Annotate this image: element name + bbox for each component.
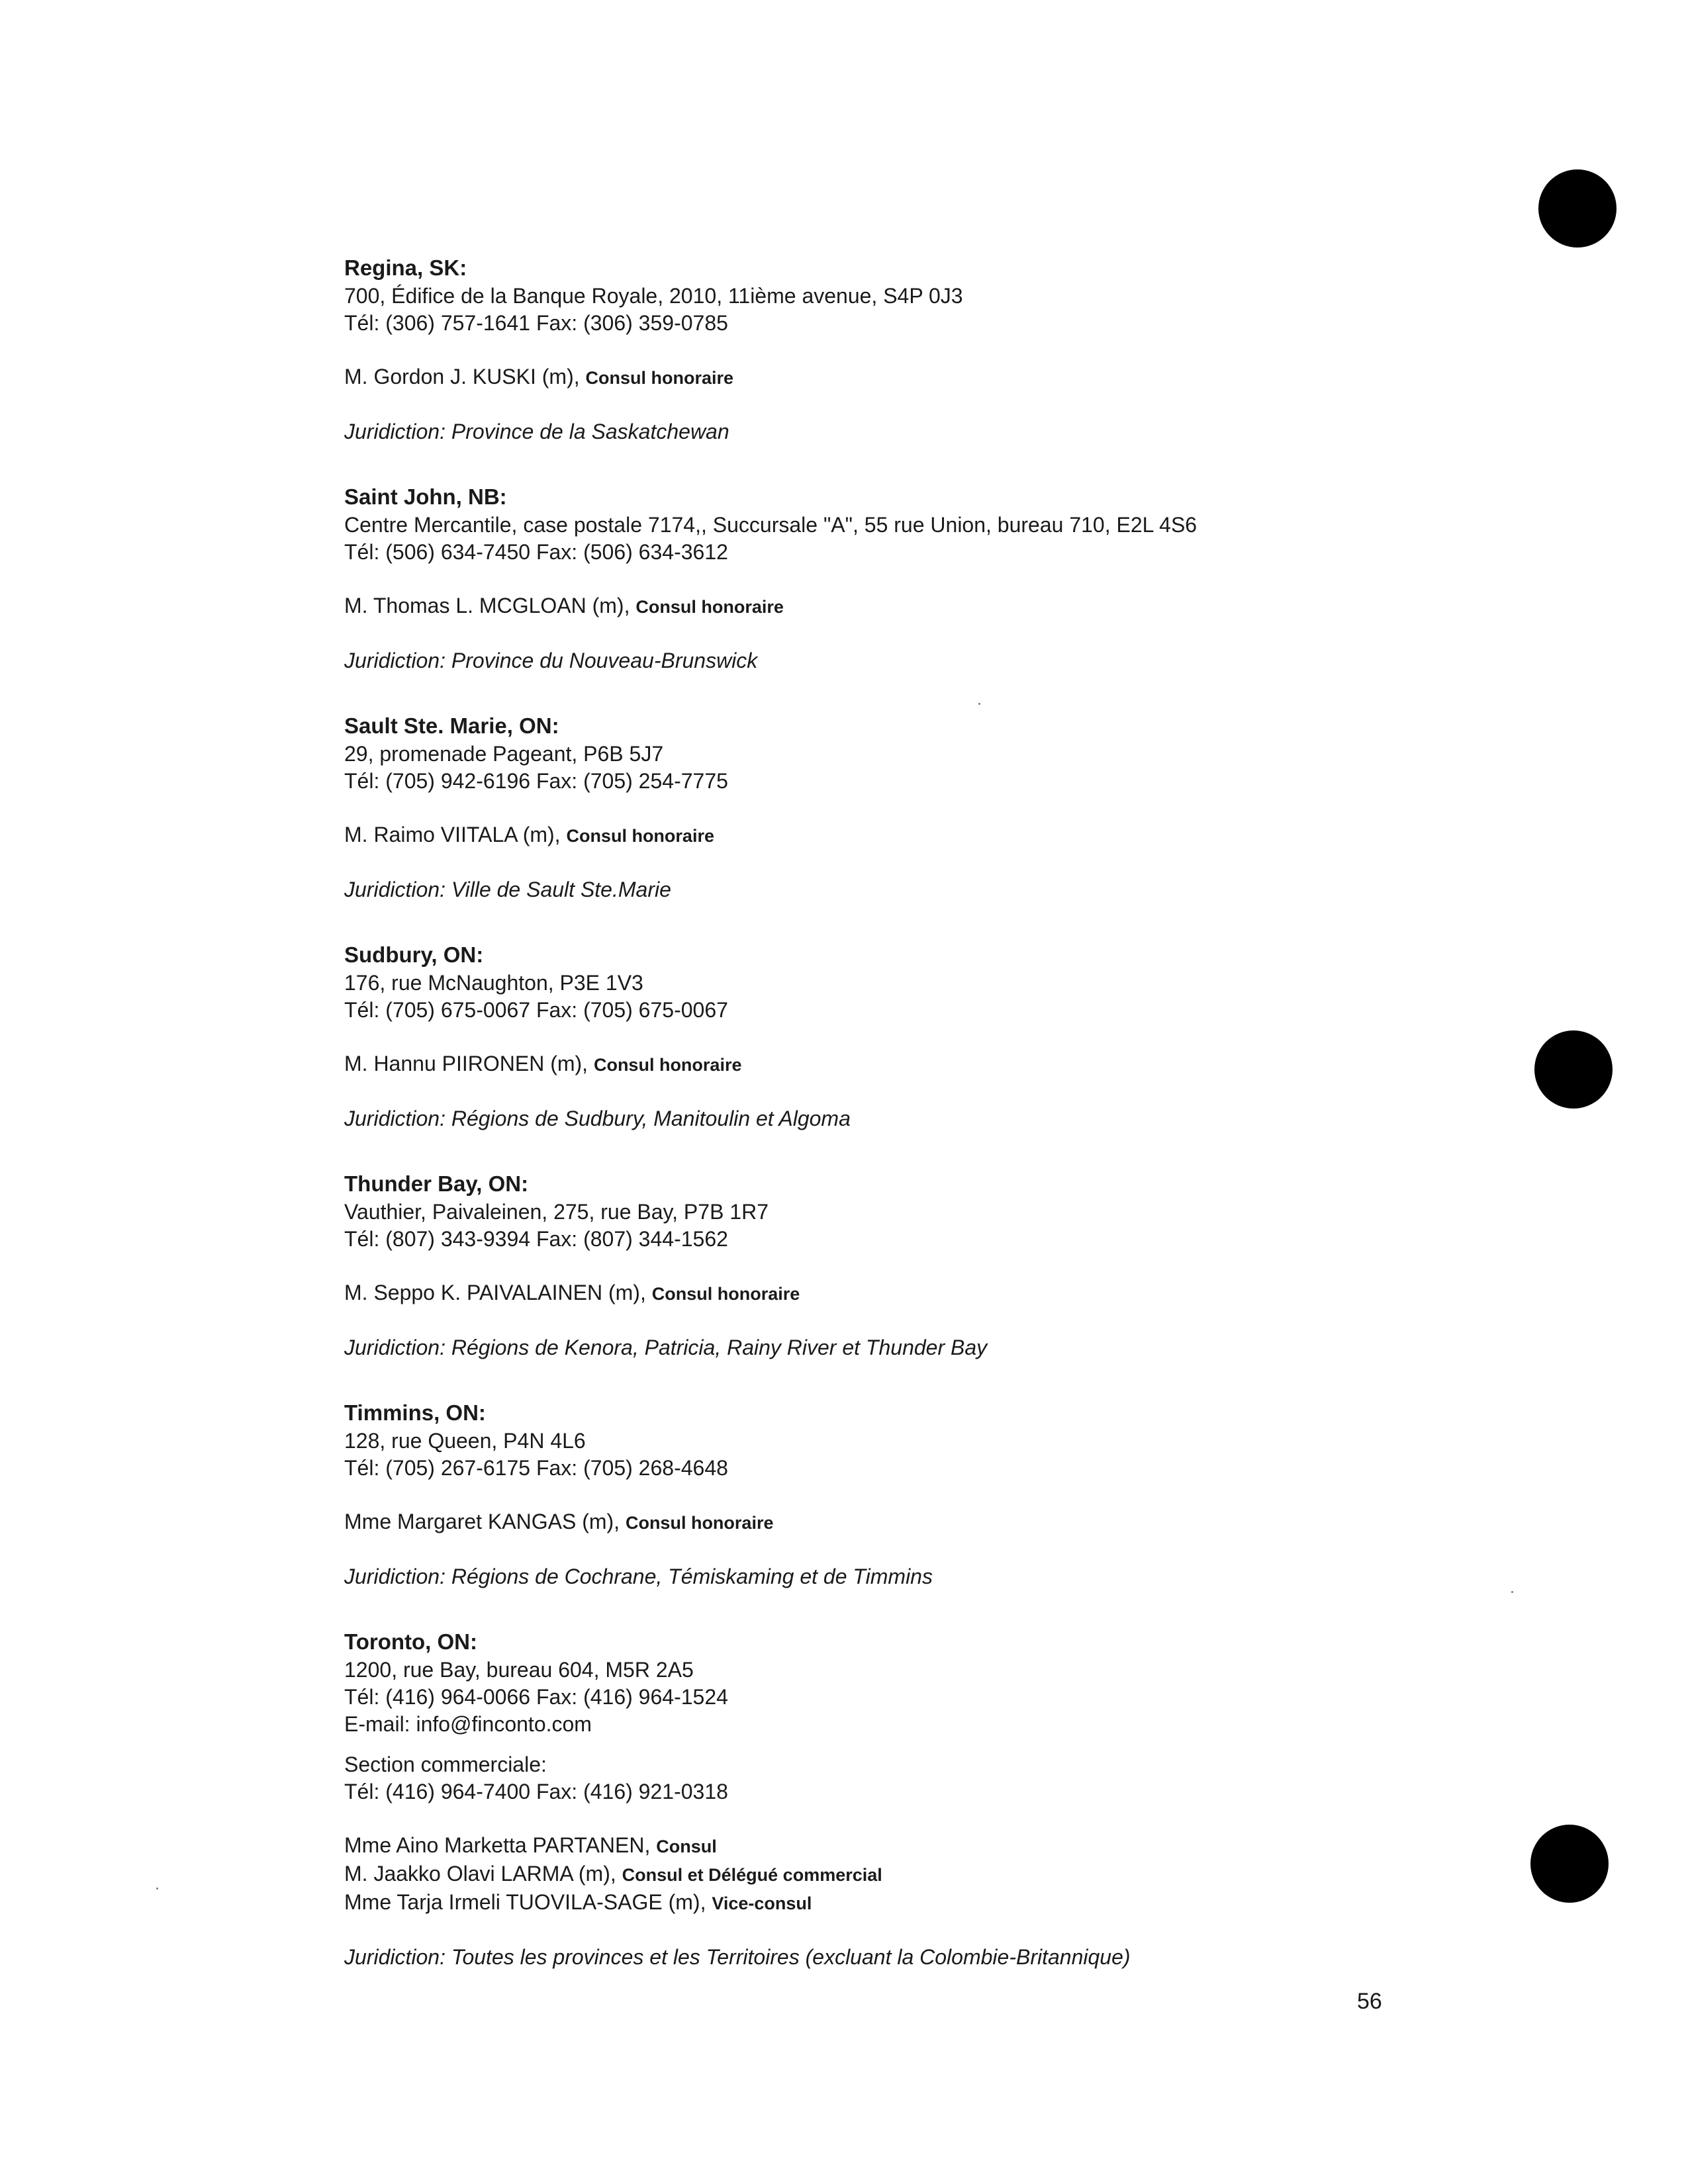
- official-line: [344, 1889, 1536, 1917]
- commercial-section-label: Section commerciale:: [344, 1752, 547, 1776]
- official-line: [344, 821, 1536, 850]
- entry-toronto: [344, 1627, 1536, 1971]
- official-role: Consul honoraire: [625, 1513, 774, 1533]
- entry-saint-john: [344, 482, 1536, 674]
- entry-heading: Thunder Bay, ON:: [344, 1171, 529, 1196]
- entry-heading: Sudbury, ON:: [344, 942, 484, 967]
- official-line: [344, 363, 1536, 392]
- entry-heading: Sault Ste. Marie, ON:: [344, 713, 559, 738]
- phone-fax-line: Tél: (807) 343-9394 Fax: (807) 344-1562: [344, 1227, 728, 1251]
- entry-heading: Timmins, ON:: [344, 1400, 486, 1425]
- official-line: [344, 592, 1536, 621]
- address-line: Vauthier, Paivaleinen, 275, rue Bay, P7B 1R7: [344, 1200, 769, 1224]
- address-line: 128, rue Queen, P4N 4L6: [344, 1429, 586, 1453]
- official-name: Mme Aino Marketta PARTANEN,: [344, 1833, 657, 1857]
- address-line: Centre Mercantile, case postale 7174,, Succursale "A", 55 rue Union, bureau 710, E2L 4S6: [344, 513, 1197, 537]
- consulate-directory: [344, 253, 1536, 2008]
- entry-heading: Saint John, NB:: [344, 484, 507, 509]
- official-line: [344, 1860, 1536, 1889]
- jurisdiction: Juridiction: Province du Nouveau-Brunswick: [344, 649, 758, 672]
- phone-fax-line: Tél: (506) 634-7450 Fax: (506) 634-3612: [344, 540, 728, 564]
- official-name: M. Hannu PIIRONEN (m),: [344, 1052, 594, 1075]
- jurisdiction: Juridiction: Toutes les provinces et les Territoires (excluant la Colombie-Britannique): [344, 1945, 1131, 1969]
- phone-fax-line: Tél: (705) 942-6196 Fax: (705) 254-7775: [344, 769, 728, 793]
- official-name: M. Seppo K. PAIVALAINEN (m),: [344, 1281, 652, 1304]
- official-role: Consul honoraire: [593, 1055, 742, 1075]
- official-line: [344, 1508, 1536, 1537]
- jurisdiction: Juridiction: Province de la Saskatchewan: [344, 420, 729, 443]
- phone-fax-line: Tél: (306) 757-1641 Fax: (306) 359-0785: [344, 311, 728, 335]
- entry-heading: Regina, SK:: [344, 255, 467, 280]
- phone-fax-line: Tél: (705) 267-6175 Fax: (705) 268-4648: [344, 1456, 728, 1480]
- official-name: M. Jaakko Olavi LARMA (m),: [344, 1862, 622, 1886]
- binder-hole-top: [1538, 169, 1617, 248]
- entry-heading: Toronto, ON:: [344, 1629, 477, 1654]
- address-line: 29, promenade Pageant, P6B 5J7: [344, 742, 664, 766]
- official-line: [344, 1832, 1536, 1860]
- scan-speck: [156, 1888, 158, 1889]
- jurisdiction: Juridiction: Régions de Cochrane, Témiskaming et de Timmins: [344, 1565, 933, 1588]
- entry-regina: [344, 253, 1536, 445]
- official-name: M. Gordon J. KUSKI (m),: [344, 365, 586, 388]
- official-name: Mme Margaret KANGAS (m),: [344, 1510, 626, 1533]
- official-role: Consul honoraire: [651, 1284, 800, 1304]
- official-role: Vice-consul: [712, 1893, 812, 1913]
- entry-sault-ste-marie: [344, 711, 1536, 903]
- binder-hole-bottom: [1530, 1825, 1609, 1903]
- email-line: E-mail: info@finconto.com: [344, 1712, 592, 1736]
- official-line: [344, 1279, 1536, 1308]
- address-line: 1200, rue Bay, bureau 604, M5R 2A5: [344, 1658, 694, 1682]
- jurisdiction: Juridiction: Régions de Kenora, Patricia, Rainy River et Thunder Bay: [344, 1336, 988, 1359]
- address-line: 176, rue McNaughton, P3E 1V3: [344, 971, 643, 995]
- page-number: 56: [1357, 1989, 1382, 2014]
- official-name: M. Thomas L. MCGLOAN (m),: [344, 594, 636, 617]
- official-role: Consul honoraire: [585, 368, 734, 388]
- jurisdiction: Juridiction: Régions de Sudbury, Manitoulin et Algoma: [344, 1107, 851, 1130]
- official-name: M. Raimo VIITALA (m),: [344, 823, 567, 846]
- address-line: 700, Édifice de la Banque Royale, 2010, 11ième avenue, S4P 0J3: [344, 284, 963, 308]
- official-role: Consul honoraire: [566, 826, 714, 846]
- binder-hole-middle: [1534, 1030, 1613, 1109]
- official-role: Consul honoraire: [635, 597, 784, 617]
- official-role: Consul et Délégué commercial: [622, 1865, 882, 1885]
- phone-fax-line: Tél: (416) 964-0066 Fax: (416) 964-1524: [344, 1685, 728, 1709]
- entry-timmins: [344, 1398, 1536, 1590]
- official-line: [344, 1050, 1536, 1079]
- phone-fax-line: Tél: (705) 675-0067 Fax: (705) 675-0067: [344, 998, 728, 1022]
- official-role: Consul: [656, 1837, 717, 1856]
- entry-sudbury: [344, 940, 1536, 1132]
- entry-thunder-bay: [344, 1169, 1536, 1361]
- official-name: Mme Tarja Irmeli TUOVILA-SAGE (m),: [344, 1890, 712, 1914]
- jurisdiction: Juridiction: Ville de Sault Ste.Marie: [344, 878, 671, 901]
- commercial-phone-fax-line: Tél: (416) 964-7400 Fax: (416) 921-0318: [344, 1780, 728, 1803]
